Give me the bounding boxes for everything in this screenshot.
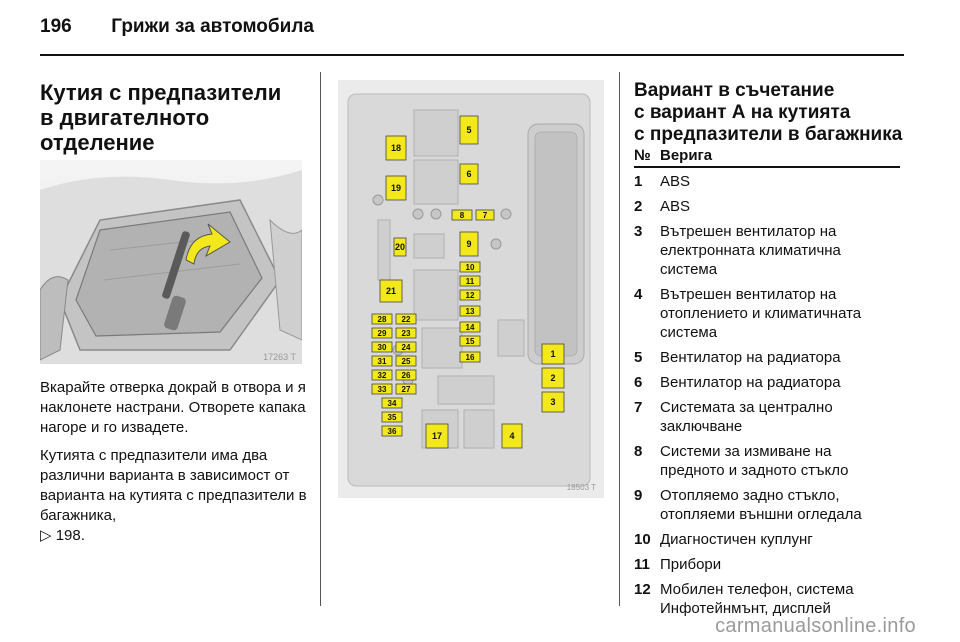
fusebox-photo [40,160,302,364]
watermark: carmanualsonline.info [715,615,916,637]
fuse-label: 26 [401,371,411,380]
table-row [634,167,900,193]
circuit-description: Мобилен телефон, система Инфотейнмънт, дисплей [660,581,854,617]
fuse-label: 19 [390,183,402,193]
fuse-label: 21 [385,286,397,296]
fuse-label: 20 [394,242,406,252]
heading-line: Вариант в съчетание [634,80,835,101]
heading-line: с вариант А на кутията [634,102,851,123]
circuit-description: Вентилатор на радиатора [660,374,841,391]
fuse-table [634,146,900,620]
heading-line: Кутия с предпазители [40,80,282,105]
fuse-label: 8 [459,211,465,220]
circuit-description: Отопляемо задно стъкло, отопляеми външни огледала [660,487,862,523]
table-row [634,438,900,482]
fuse-label: 33 [377,385,387,394]
fuse-label: 7 [482,211,488,220]
circuit-description: Вътрешен вентилатор на отоплението и климатичната система [660,286,862,341]
table-row [634,281,900,344]
table-row [634,369,900,394]
column-header-circuit: Верига [660,146,900,167]
fuse-label: 5 [466,125,472,135]
page-header [40,16,314,38]
circuit-description: Диагностичен куплунг [660,531,813,548]
fuse-label: 27 [401,385,411,394]
fuse-label: 31 [377,357,387,366]
fuse-label: 35 [387,413,397,422]
table-row [634,344,900,369]
fuse-number: 4 [634,286,643,303]
fuse-number: 5 [634,349,643,366]
fuse-label: 16 [465,353,475,362]
fuse-label: 6 [466,169,472,179]
table-header-row [634,146,900,167]
fuse-label: 22 [401,315,411,324]
fuse-label: 12 [465,291,475,300]
circuit-description: Системата за централно заключване [660,399,833,435]
fuse-label: 10 [465,263,475,272]
fuse-label: 30 [377,343,387,352]
fuse-label: 34 [387,399,397,408]
column-divider-right [619,72,620,606]
fuse-label: 1 [550,349,556,359]
fuse-number: 2 [634,198,643,215]
heading-line: отделение [40,130,155,155]
fuse-label: 25 [401,357,411,366]
fuse-number: 3 [634,223,643,240]
variant-heading [634,80,902,146]
fuse-label: 23 [401,329,411,338]
fuse-label: 28 [377,315,387,324]
fuse-label: 14 [465,323,475,332]
fuse-number: 1 [634,173,643,190]
fuse-label: 24 [401,343,411,352]
photo-code: 17263 T [263,352,296,362]
table-row [634,526,900,551]
table-row [634,394,900,438]
table-row [634,482,900,526]
circuit-description: Вентилатор на радиатора [660,349,841,366]
table-row [634,551,900,576]
variant-paragraph [40,446,310,546]
column-header-number: № [634,146,660,167]
table-row [634,218,900,281]
fuse-number: 10 [634,531,651,548]
fuse-label: 17 [431,431,443,441]
instructions-text [40,378,310,554]
circuit-description: Вътрешен вентилатор на електронната климатична система [660,223,841,278]
section-title: Грижи за автомобила [111,16,314,37]
circuit-description: ABS [660,198,691,215]
fuse-number: 8 [634,443,643,460]
header-rule [40,54,904,56]
fuse-label: 3 [550,397,556,407]
fuse-label: 29 [377,329,387,338]
fuse-label: 15 [465,337,475,346]
diagram-code: 18503 T [566,483,596,492]
circuit-description: ABS [660,173,691,190]
fuse-number: 9 [634,487,643,504]
page-number: 196 [40,16,72,37]
heading-line: с предпазители в багажника [634,124,903,145]
fuse-label: 11 [465,277,475,286]
circuit-description: Прибори [660,556,722,573]
column-divider-left [320,72,321,606]
fuse-label: 13 [465,307,475,316]
circuit-description: Системи за измиване на предното и задното стъкло [660,443,849,479]
fuse-number: 6 [634,374,643,391]
table-row [634,193,900,218]
fuse-number: 11 [634,556,650,573]
fuse-label: 9 [466,239,472,249]
engine-fusebox-heading [40,80,281,155]
fuse-label: 36 [387,427,397,436]
fuse-label: 4 [509,431,515,441]
heading-line: в двигателното [40,105,210,130]
fuse-label: 18 [390,143,402,153]
reference-arrow-icon: ▷ [40,527,52,544]
fuse-number: 12 [634,581,651,598]
fuse-label: 2 [550,373,556,383]
instruction-paragraph: Вкарайте отверка докрай в отвора и я наклонете настрани. Отворете капака нагоре и го извадете. [40,379,306,436]
fuse-label: 32 [377,371,387,380]
reference-page: 198. [55,527,85,544]
fuse-number: 7 [634,399,643,416]
variant-text: Кутията с предпазители има два различни варианта в зависимост от варианта на кутията с предпазители в багажника, [40,447,307,524]
table-row [634,576,900,620]
fusebox-diagram [338,80,604,498]
